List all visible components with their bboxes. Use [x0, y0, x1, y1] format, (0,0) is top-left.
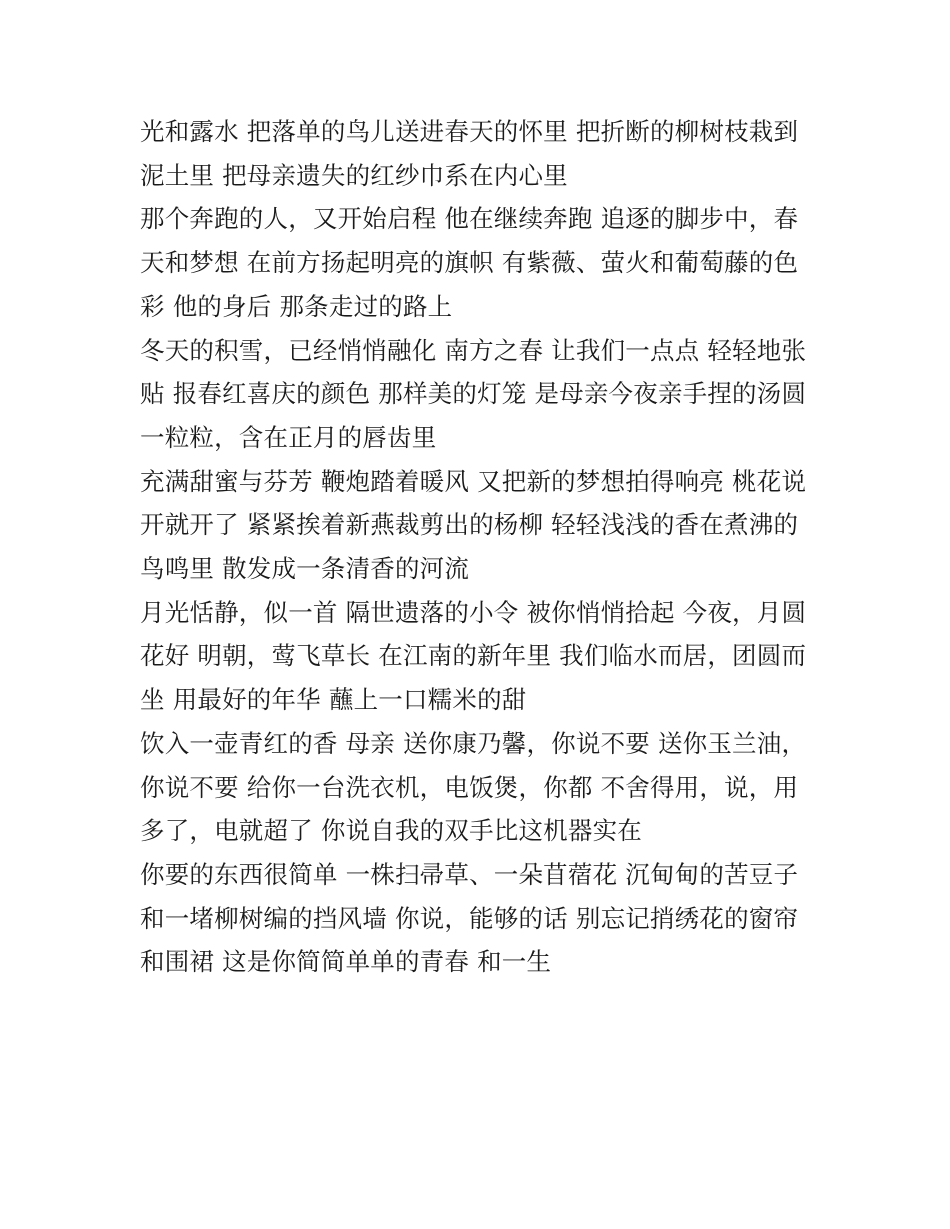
paragraph-1: 光和露水 把落单的鸟儿送进春天的怀里 把折断的柳树枝栽到泥土里 把母亲遗失的红纱巾系在内心里	[140, 117, 799, 190]
poem-text	[140, 110, 815, 984]
paragraph-6: 饮入一壶青红的香 母亲 送你康乃馨，你说不要 送你玉兰油，你说不要 给你一台洗衣机，电饭煲，你都 不舍得用，说，用多了，电就超了 你说自我的双手比这机器实在	[140, 728, 807, 846]
paragraph-3: 冬天的积雪，已经悄悄融化 南方之春 让我们一点点 轻轻地张贴 报春红喜庆的颜色 那样美的灯笼 是母亲今夜亲手捏的汤圆一粒粒，含在正月的唇齿里	[140, 335, 807, 452]
paragraph-2: 那个奔跑的人，又开始启程 他在继续奔跑 追逐的脚步中，春天和梦想 在前方扬起明亮的旗帜 有紫薇、萤火和葡萄藤的色彩 他的身后 那条走过的路上	[140, 204, 799, 321]
paragraph-5: 月光恬静，似一首 隔世遗落的小令 被你悄悄拾起 今夜，月圆花好 明朝，莺飞草长 在江南的新年里 我们临水而居，团圆而坐 用最好的年华 蘸上一口糯米的甜	[140, 597, 807, 715]
paragraph-4: 充满甜蜜与芬芳 鞭炮踏着暖风 又把新的梦想拍得响亮 桃花说开就开了 紧紧挨着新燕裁剪出的杨柳 轻轻浅浅的香在煮沸的鸟鸣里 散发成一条清香的河流	[140, 466, 807, 584]
paragraph-7: 你要的东西很简单 一株扫帚草、一朵苜蓿花 沉甸甸的苦豆子和一堵柳树编的挡风墙 你说，能够的话 别忘记捎绣花的窗帘和围裙 这是你简简单单的青春 和一生	[140, 859, 799, 977]
